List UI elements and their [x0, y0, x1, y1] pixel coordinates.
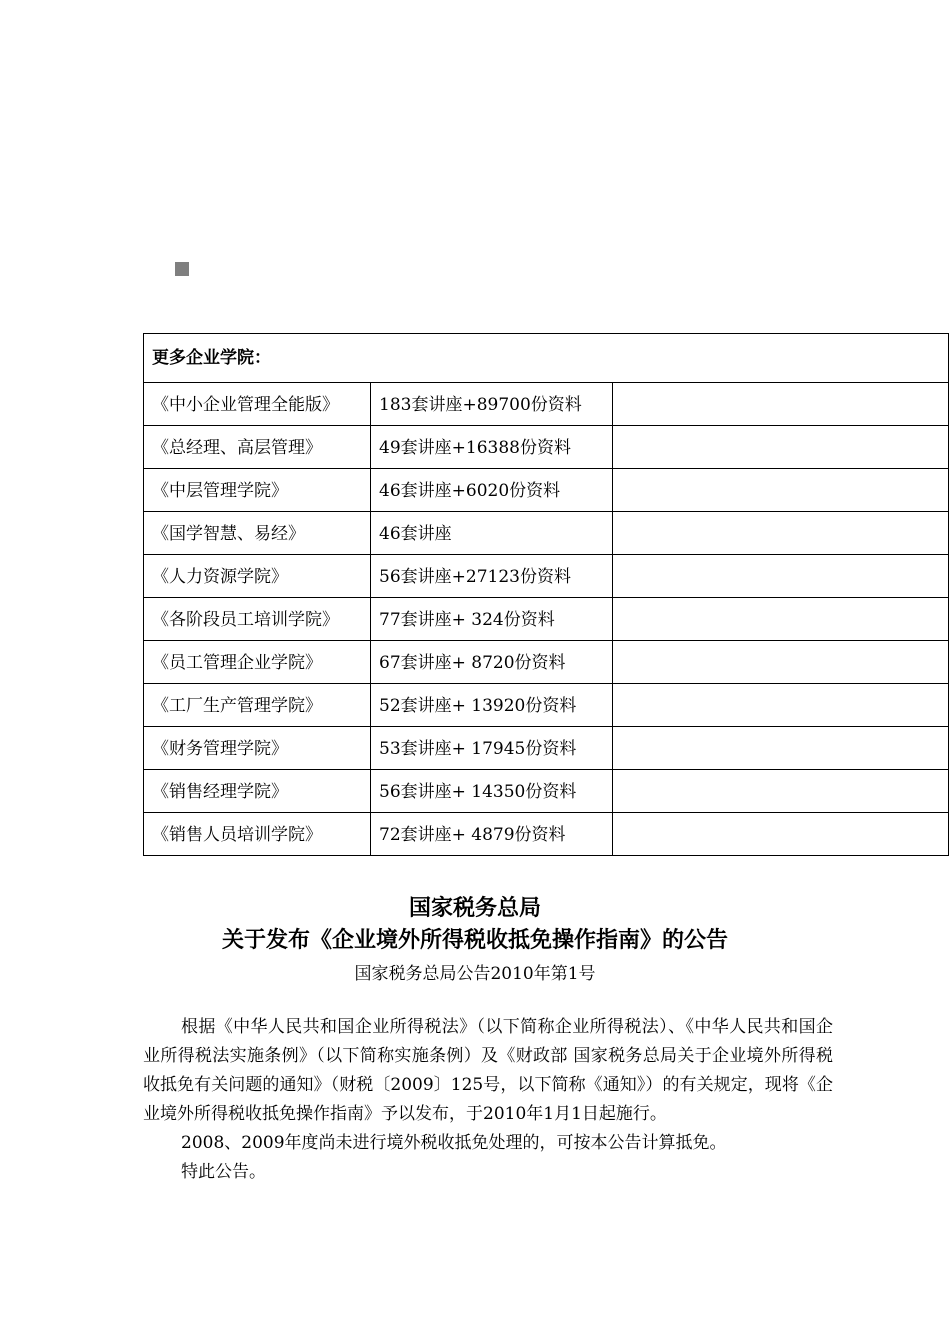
course-content: 49套讲座+16388份资料 [371, 426, 613, 469]
table-row [144, 383, 949, 426]
course-name: 《人力资源学院》 [144, 555, 371, 598]
body-paragraph: 2008、2009年度尚未进行境外税收抵免处理的，可按本公告计算抵免。 [181, 1133, 727, 1153]
empty-cell [613, 555, 949, 598]
notice-issuer: 国家税务总局 [408, 896, 541, 921]
course-name: 《工厂生产管理学院》 [144, 684, 371, 727]
empty-cell [613, 598, 949, 641]
table-row [144, 727, 949, 770]
table-row [144, 684, 949, 727]
empty-cell [613, 469, 949, 512]
table-row [144, 469, 949, 512]
table-row [144, 813, 949, 856]
course-content: 46套讲座+6020份资料 [371, 469, 613, 512]
course-name: 《销售经理学院》 [144, 770, 371, 813]
table-header-row [144, 334, 949, 383]
course-content: 72套讲座+ 4879份资料 [371, 813, 613, 856]
empty-cell [613, 512, 949, 555]
table-header: 更多企业学院： [144, 334, 949, 383]
course-content: 77套讲座+ 324份资料 [371, 598, 613, 641]
course-name: 《销售人员培训学院》 [144, 813, 371, 856]
notice-title-block [0, 893, 950, 989]
course-content: 67套讲座+ 8720份资料 [371, 641, 613, 684]
notice-body [143, 1013, 833, 1187]
course-name: 《员工管理企业学院》 [144, 641, 371, 684]
table-row [144, 512, 949, 555]
course-table [143, 333, 949, 856]
course-content: 56套讲座+ 14350份资料 [371, 770, 613, 813]
empty-cell [613, 813, 949, 856]
table-row [144, 770, 949, 813]
course-name: 《中小企业管理全能版》 [144, 383, 371, 426]
notice-title: 关于发布《企业境外所得税收抵免操作指南》的公告 [221, 928, 728, 953]
course-name: 《各阶段员工培训学院》 [144, 598, 371, 641]
course-name: 《中层管理学院》 [144, 469, 371, 512]
course-name: 《国学智慧、易经》 [144, 512, 371, 555]
course-content: 52套讲座+ 13920份资料 [371, 684, 613, 727]
empty-cell [613, 426, 949, 469]
empty-cell [613, 641, 949, 684]
course-content: 56套讲座+27123份资料 [371, 555, 613, 598]
square-bullet-icon [175, 262, 189, 276]
empty-cell [613, 727, 949, 770]
empty-cell [613, 684, 949, 727]
table-row [144, 555, 949, 598]
course-name: 《总经理、高层管理》 [144, 426, 371, 469]
course-content: 183套讲座+89700份资料 [371, 383, 613, 426]
notice-number: 国家税务总局公告2010年第1号 [354, 964, 596, 984]
course-name: 《财务管理学院》 [144, 727, 371, 770]
table-row [144, 426, 949, 469]
body-paragraph: 根据《中华人民共和国企业所得税法》（以下简称企业所得税法）、《中华人民共和国企业所得税法实施条例》（以下简称实施条例）及《财政部 国家税务总局关于企业境外所得税收抵免有关问题的通知》（财税〔2009〕125号，以下简称《通知》）的有关规定，现将《企业境外所得税收抵免操作指南》予以发布，于2010年1月1日起施行。 [143, 1017, 833, 1124]
body-paragraph: 特此公告。 [181, 1162, 266, 1182]
table-row [144, 641, 949, 684]
empty-cell [613, 770, 949, 813]
table-row [144, 598, 949, 641]
empty-cell [613, 383, 949, 426]
course-content: 46套讲座 [371, 512, 613, 555]
course-content: 53套讲座+ 17945份资料 [371, 727, 613, 770]
